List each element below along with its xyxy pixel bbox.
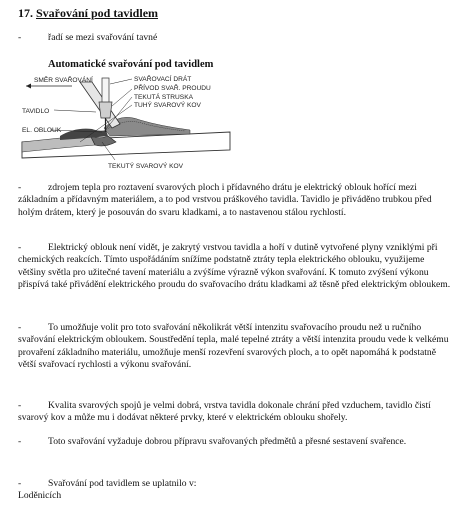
welding-diagram-svg [20, 72, 245, 172]
closing-line: Loděnicích [18, 490, 62, 501]
paragraph-2 [18, 242, 454, 292]
direction-arrow [26, 84, 31, 89]
figure-title: Automatické svařování pod tavidlem [48, 59, 214, 70]
bullet-dash: - [18, 400, 22, 411]
label-slag: TEKUTÁ STRUSKA [134, 94, 193, 101]
paragraph-5 [18, 436, 454, 448]
paragraph-text: Toto svařování vyžaduje dobrou přípravu svařovaných předmětů a přesné sestavení svařence. [48, 436, 407, 447]
label-solid-metal: TUHÝ SVAROVÝ KOV [134, 102, 201, 109]
current-contact [99, 102, 112, 118]
section-number: 17. [18, 6, 33, 20]
paragraph-text: řadí se mezi svařování tavné [48, 32, 158, 43]
intro-paragraph [18, 32, 454, 44]
bullet-dash: - [18, 322, 22, 333]
bullet-dash: - [18, 242, 22, 253]
paragraph-4 [18, 400, 454, 425]
bullet-dash: - [18, 478, 22, 489]
paragraph-text: To umožňuje volit pro toto svařování několikrát větší intenzitu svařovacího proudu než u ručního svařování elektrickým obloukem. Soustředění tepla, malé tepelné ztráty a větší intenzita proudu vede k velkému provaření základního materiálu, umožňuje menší rozevření svarových ploch, a to opět napomáhá k podstatně větší svařovací rychlosti a výkonu svařování. [18, 322, 449, 371]
paragraph-6 [18, 478, 454, 490]
paragraph-3 [18, 322, 454, 372]
label-arc: EL. OBLOUK [22, 127, 62, 134]
welding-diagram [20, 72, 245, 172]
section-title: Svařování pod tavidlem [36, 6, 159, 20]
section-heading [18, 6, 158, 21]
bullet-dash: - [18, 436, 22, 447]
paragraph-text: Kvalita svarových spojů je velmi dobrá, vrstva tavidla dokonale chrání před vzduchem, tavidlo čistí svarový kov a může mu i dodávat některé prvky, které v elektrickém oblouku shořely. [18, 400, 431, 424]
paragraph-text: Elektrický oblouk není vidět, je zakrytý vrstvou tavidla a hoří v dutině vytvořené plyny vzniklými při chemických reakcích. Tímto uspořádáním snížíme podstatně ztráty tepla elektrického oblouku, využijeme většiny světla pro užitečné tavení materiálu a zvýšíme výrazně výkon svařování. K tomuto zvýšení výkonu přispívá také přivádění elektrického proudu do svařovacího drátu kladkami až těsně před elektrickým obloukem. [18, 242, 451, 291]
label-flux: TAVIDLO [22, 108, 50, 115]
bullet-dash: - [18, 32, 22, 43]
paragraph-text: Svařování pod tavidlem se uplatnilo v: [48, 478, 197, 489]
paragraph-text: zdrojem tepla pro roztavení svarových ploch i přídavného drátu je elektrický oblouk hořící mezi základním a přídavným materiálem, a to pod vrstvou práškového tavidla. Tavidlo je přiváděno trubkou před holým drátem, který je posouván do svaru kladkami, a to nastavenou stálou rychlostí. [18, 182, 432, 218]
label-liquid-metal: TEKUTÝ SVAROVÝ KOV [108, 163, 183, 170]
label-direction: SMĚR SVAŘOVÁNÍ [34, 77, 93, 84]
paragraph-1 [18, 182, 454, 219]
label-current: PŘÍVOD SVAŘ. PROUDU [134, 85, 211, 92]
label-wire: SVAŘOVACÍ DRÁT [134, 76, 192, 83]
bullet-dash: - [18, 182, 22, 193]
